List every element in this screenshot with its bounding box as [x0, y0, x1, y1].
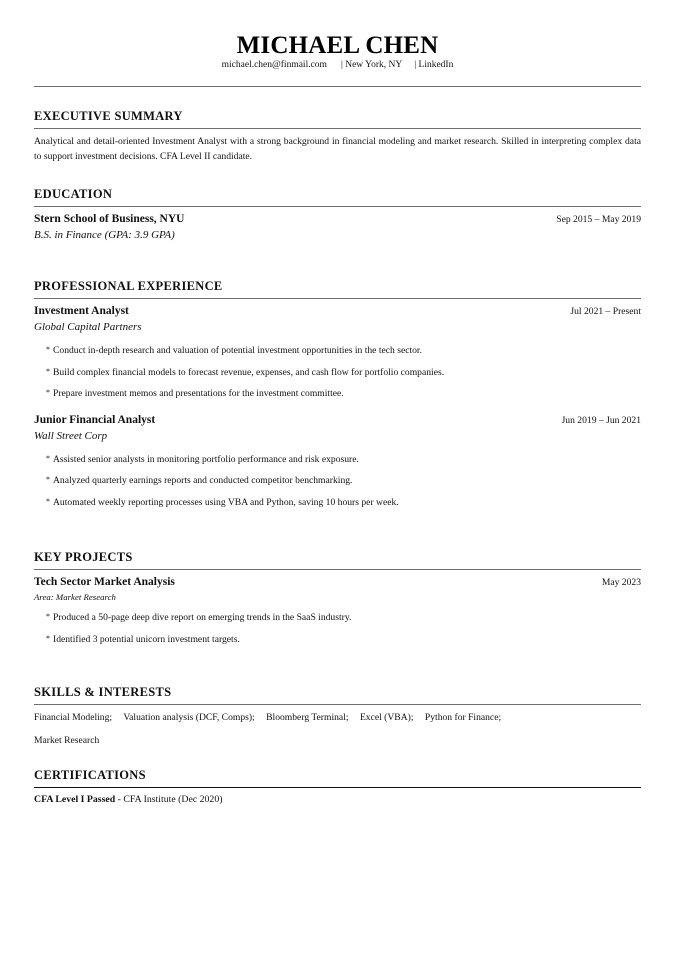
section-title: EXECUTIVE SUMMARY [34, 109, 183, 123]
list-item: * Assisted senior analysts in monitoring portfolio performance and risk exposure. [46, 453, 359, 465]
location-text: | New York, NY [340, 60, 403, 70]
skill-item: Excel (VBA); [359, 712, 414, 723]
section-certifications [34, 768, 641, 807]
list-item: * Automated weekly reporting processes using VBA and Python, saving 10 hours per week. [46, 496, 399, 508]
list-item: * Produced a 50-page deep dive report on emerging trends in the SaaS industry. [46, 612, 352, 623]
skill-item: Financial Modeling; [34, 712, 113, 723]
section-title: CERTIFICATIONS [34, 768, 146, 782]
bullet-icon: * [46, 475, 50, 484]
project-name: Tech Sector Market Analysis [34, 576, 175, 588]
certification-detail: - CFA Institute (Dec 2020) [115, 794, 223, 805]
company-name: Wall Street Corp [34, 429, 108, 442]
section-title: EDUCATION [34, 187, 113, 201]
section-divider [34, 704, 641, 705]
header-divider [34, 86, 641, 87]
experience-entry [34, 304, 641, 405]
job-dates: Jun 2019 – Jun 2021 [561, 414, 641, 426]
job-dates: Jul 2021 – Present [570, 306, 641, 317]
project-area: Area: Market Research [34, 592, 116, 602]
list-item: * Prepare investment memos and presentations for the investment committee. [46, 388, 344, 399]
list-item: * Analyzed quarterly earnings reports and conducted competitor benchmarking. [46, 475, 353, 486]
company-name: Global Capital Partners [34, 321, 142, 333]
school-name: Stern School of Business, NYU [34, 213, 185, 225]
bullet-icon: * [46, 453, 50, 463]
skills-list [34, 706, 641, 752]
bullet-icon: * [46, 345, 50, 354]
section-divider [34, 298, 641, 299]
experience-entry [34, 413, 641, 514]
section-key-projects [34, 550, 641, 650]
bullet-list [34, 449, 641, 514]
section-title: SKILLS & INTERESTS [34, 685, 172, 699]
degree-text: B.S. in Finance (GPA: 3.9 GPA) [34, 229, 175, 241]
bullet-list [34, 607, 641, 650]
section-skills-interests [34, 685, 641, 752]
section-title: PROFESSIONAL EXPERIENCE [34, 279, 223, 293]
contact-line [34, 59, 641, 71]
resume-header [34, 0, 641, 71]
skill-item: Python for Finance; [424, 712, 502, 723]
skill-item: Bloomberg Terminal; [266, 712, 349, 723]
bullet-icon: * [46, 366, 50, 376]
section-education [34, 187, 641, 244]
list-item: * Build complex financial models to forecast revenue, expenses, and cash flow for portfolio companies. [46, 366, 445, 378]
linkedin-link[interactable]: | LinkedIn [414, 60, 454, 70]
job-title: Investment Analyst [34, 305, 129, 317]
bullet-icon: * [46, 633, 50, 643]
education-dates: Sep 2015 – May 2019 [556, 214, 641, 225]
education-entry [34, 212, 641, 244]
list-item: * Conduct in-depth research and valuation of potential investment opportunities in the tech sector. [46, 345, 422, 356]
certification-entry [34, 793, 641, 807]
section-divider [34, 206, 641, 207]
section-divider [34, 787, 641, 788]
resume-page [34, 0, 641, 805]
skill-item: Valuation analysis (DCF, Comps); [123, 712, 255, 723]
certification-name: CFA Level I Passed [34, 794, 116, 805]
summary-text: Analytical and detail-oriented Investment Analyst with a strong background in financial modeling and market research. Skilled in interpreting complex data to support investment decisions. CFA Level II candidate. [34, 136, 641, 162]
section-divider [34, 128, 641, 129]
section-executive-summary [34, 109, 641, 164]
section-divider [34, 569, 641, 570]
section-professional-experience [34, 279, 641, 513]
skill-item: Market Research [34, 735, 100, 746]
bullet-icon: * [46, 612, 50, 621]
bullet-icon: * [46, 388, 50, 397]
project-entry [34, 575, 641, 650]
email-link[interactable]: michael.chen@finmail.com [221, 60, 327, 70]
project-date: May 2023 [601, 577, 641, 588]
job-title: Junior Financial Analyst [34, 413, 156, 426]
bullet-list [34, 340, 641, 405]
bullet-icon: * [46, 496, 50, 506]
section-title: KEY PROJECTS [34, 550, 133, 564]
list-item: * Identified 3 potential unicorn investment targets. [46, 633, 240, 645]
candidate-name: MICHAEL CHEN [236, 32, 439, 59]
